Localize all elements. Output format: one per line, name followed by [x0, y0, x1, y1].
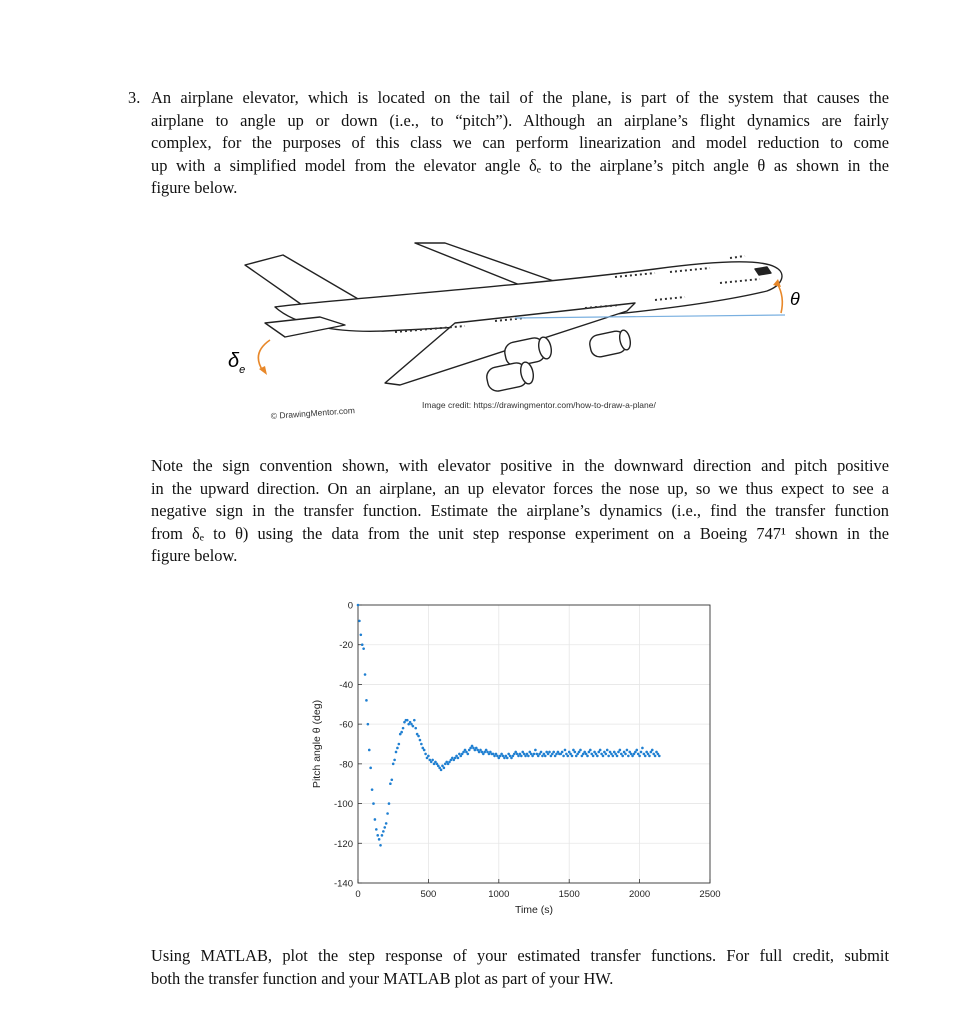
intro-line: An airplane elevator, which is located on the tail of the plane, is part of the system that causes the — [151, 88, 889, 107]
intro-line: figure below. — [151, 178, 238, 198]
data-point — [586, 755, 589, 758]
data-point — [400, 731, 403, 734]
data-point — [520, 755, 523, 758]
data-point — [382, 830, 385, 833]
data-point — [406, 719, 409, 722]
data-point — [431, 759, 434, 762]
data-point — [457, 757, 460, 760]
data-point — [392, 763, 395, 766]
data-point — [561, 751, 564, 754]
data-point — [360, 633, 363, 636]
data-point — [592, 755, 595, 758]
data-point — [648, 755, 651, 758]
data-point — [544, 755, 547, 758]
y-tick-label: -20 — [339, 640, 353, 652]
x-tick-label: 0 — [355, 889, 361, 900]
data-point — [624, 753, 627, 756]
note-line: negative sign in the transfer function. Estimate the airplane’s dynamics (i.e., find the transfer function — [151, 501, 889, 521]
y-tick-label: -100 — [333, 799, 353, 811]
data-point — [619, 749, 622, 752]
data-point — [533, 753, 536, 756]
data-point — [376, 834, 379, 837]
data-point — [564, 749, 567, 752]
delta-label — [228, 350, 245, 376]
data-point — [395, 751, 398, 754]
data-point — [379, 844, 382, 847]
data-point — [393, 759, 396, 762]
data-point — [627, 755, 630, 758]
data-point — [417, 735, 420, 738]
final-line: both the transfer function and your MATLAB plot as part of your HW. — [151, 968, 614, 988]
data-point — [602, 755, 605, 758]
data-point — [443, 767, 446, 770]
data-point — [388, 802, 391, 805]
intro-line: complex, for the purposes of this class we can perform linearization and model reduction to come — [151, 133, 889, 153]
data-point — [612, 755, 615, 758]
data-point — [596, 755, 599, 758]
airplane-drawing — [245, 243, 782, 393]
data-point — [412, 725, 415, 728]
x-tick-label: 1500 — [558, 889, 580, 900]
data-point — [423, 749, 426, 752]
theta-arc-icon — [777, 283, 782, 313]
data-point — [440, 769, 443, 772]
plot-frame — [358, 605, 710, 883]
data-point — [640, 751, 643, 754]
data-point — [419, 739, 422, 742]
data-point — [396, 747, 399, 750]
data-point — [364, 673, 367, 676]
data-point — [467, 753, 470, 756]
data-point — [413, 719, 416, 722]
intro-line: up with a simplified model from the elevator angle δₑ to the airplane’s pitch angle θ as shown in the — [151, 155, 889, 175]
data-point — [534, 749, 537, 752]
y-tick-label: -40 — [339, 679, 353, 691]
data-point — [369, 767, 372, 770]
theta-label: θ — [790, 289, 800, 309]
data-point — [579, 749, 582, 752]
data-point — [606, 749, 609, 752]
airplane-figure — [215, 225, 815, 440]
watermark-text: © DrawingMentor.com — [270, 405, 356, 421]
data-point — [566, 755, 569, 758]
x-tick-label: 500 — [420, 889, 437, 900]
data-point — [644, 755, 647, 758]
data-point — [571, 755, 574, 758]
data-point — [641, 747, 644, 750]
data-point — [654, 755, 657, 758]
data-point — [658, 755, 661, 758]
data-point — [383, 826, 386, 829]
final-paragraph — [151, 945, 889, 990]
data-point — [385, 822, 388, 825]
data-point — [365, 699, 368, 702]
image-credit: Image credit: https://drawingmentor.com/how-to-draw-a-plane/ — [422, 400, 656, 410]
data-point — [402, 727, 405, 730]
data-point — [626, 749, 629, 752]
chart-points — [357, 604, 661, 847]
data-point — [381, 834, 384, 837]
data-point — [420, 743, 423, 746]
data-point — [635, 749, 638, 752]
step-response-chart — [300, 590, 740, 930]
intro-line: airplane to angle up or down (i.e., to “pitch”). Although an airplane’s flight dynamics are fairly — [151, 110, 889, 130]
delta-subscript: e — [239, 364, 246, 376]
data-point — [506, 757, 509, 760]
note-line: from δₑ to θ) using the data from the unit step response experiment on a Boeing 747¹ shown in the — [151, 523, 889, 543]
data-point — [386, 812, 389, 815]
data-point — [651, 749, 654, 752]
note-paragraph — [151, 455, 889, 568]
data-point — [362, 647, 365, 650]
data-point — [599, 749, 602, 752]
y-tick-label: -80 — [339, 759, 353, 771]
y-axis-label: Pitch angle θ (deg) — [311, 699, 323, 789]
data-point — [361, 643, 364, 646]
data-point — [414, 727, 417, 730]
data-point — [638, 755, 641, 758]
y-tick-label: -60 — [339, 719, 353, 731]
data-point — [375, 828, 378, 831]
data-point — [589, 749, 592, 752]
note-line: Note the sign convention shown, with elevator positive in the downward direction and pitch positive — [151, 456, 889, 475]
note-line: figure below. — [151, 546, 238, 566]
data-point — [552, 751, 555, 754]
data-point — [621, 755, 624, 758]
data-point — [368, 749, 371, 752]
data-point — [358, 620, 361, 623]
data-point — [367, 723, 370, 726]
data-point — [607, 755, 610, 758]
data-point — [371, 788, 374, 791]
x-axis-label: Time (s) — [514, 904, 554, 916]
x-tick-label: 1000 — [488, 889, 510, 900]
data-point — [605, 753, 608, 756]
data-point — [574, 751, 577, 754]
data-point — [398, 743, 401, 746]
data-point — [372, 802, 375, 805]
note-line: in the upward direction. On an airplane, an up elevator forces the nose up, so we thus expect to see a — [151, 478, 889, 498]
data-point — [548, 751, 551, 754]
data-point — [616, 755, 619, 758]
y-tick-label: -120 — [333, 838, 353, 850]
x-tick-label: 2000 — [629, 889, 651, 900]
delta-arc-icon — [258, 340, 270, 371]
chart-grid — [358, 605, 710, 883]
delta-symbol: δ — [228, 350, 240, 372]
data-point — [527, 755, 530, 758]
data-point — [562, 755, 565, 758]
data-point — [374, 818, 377, 821]
data-point — [540, 751, 543, 754]
data-point — [378, 838, 381, 841]
chart-ticks — [334, 601, 721, 901]
x-tick-label: 2500 — [699, 889, 721, 900]
y-tick-label: 0 — [347, 600, 353, 612]
final-line: Using MATLAB, plot the step response of your estimated transfer functions. For full credit, submit — [151, 946, 889, 965]
data-point — [389, 782, 392, 785]
problem-number: 3. — [128, 88, 141, 107]
data-point — [427, 755, 430, 758]
data-point — [424, 753, 427, 756]
data-point — [357, 604, 360, 607]
intro-paragraph — [151, 87, 889, 200]
y-tick-label: -140 — [333, 878, 353, 890]
data-point — [390, 778, 393, 781]
